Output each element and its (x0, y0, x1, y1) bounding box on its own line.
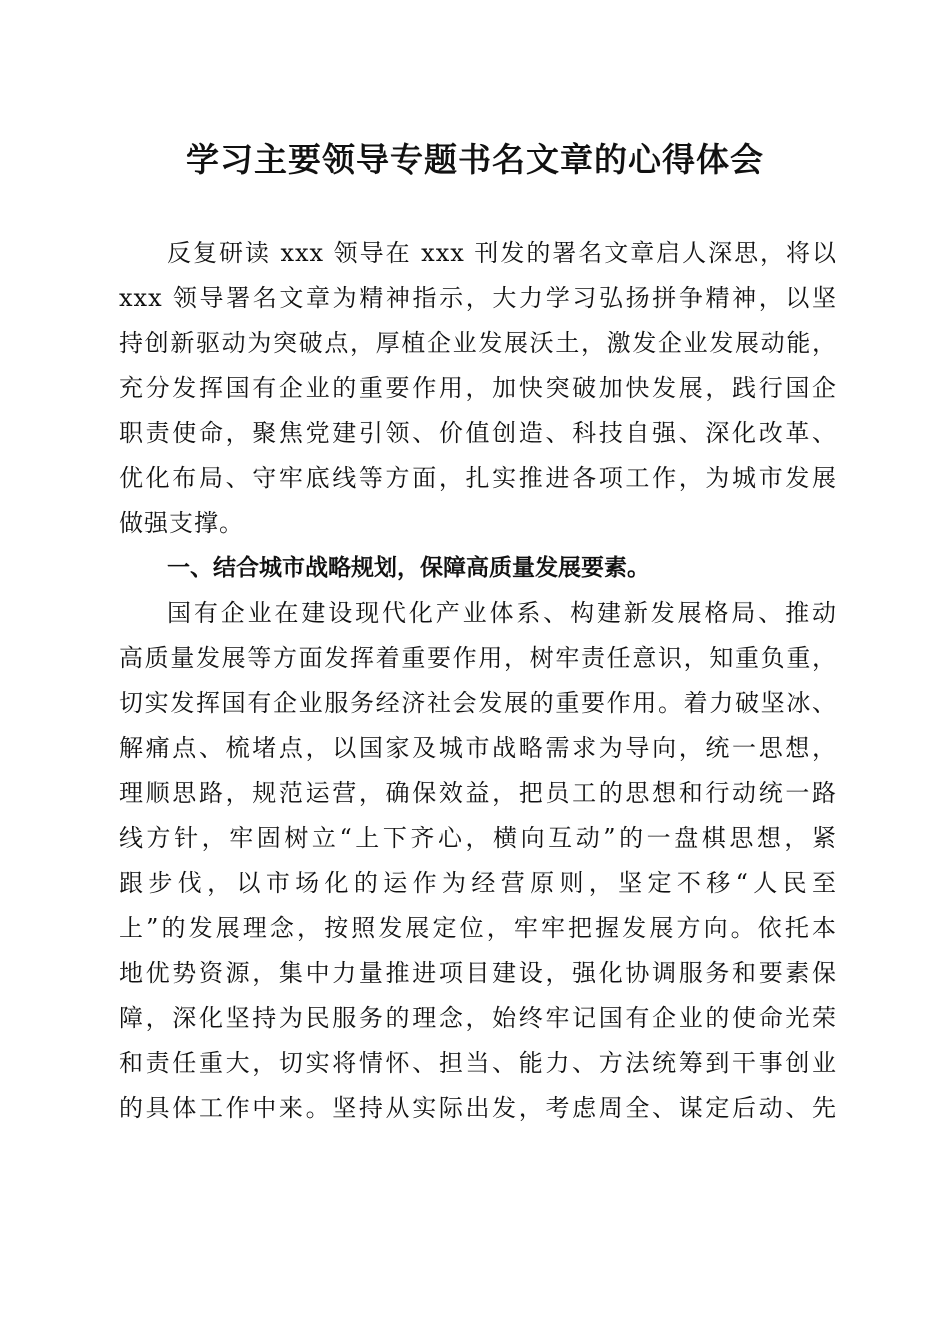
paragraph-line: 充分发挥国有企业的重要作用，加快突破加快发展，践行国企 (119, 374, 837, 402)
paragraph-line: 切实发挥国有企业服务经济社会发展的重要作用。着力破坚冰、 (119, 689, 837, 717)
paragraph-line: 线方针，牢固树立“上下齐心，横向互动”的一盘棋思想，紧 (119, 824, 837, 852)
paragraph-line: 反复研读 xxx 领导在 xxx 刊发的署名文章启人深思，将以 (167, 239, 837, 267)
paragraph-line: 高质量发展等方面发挥着重要作用，树牢责任意识，知重负重， (119, 644, 837, 672)
paragraph-line: 理顺思路，规范运营，确保效益，把员工的思想和行动统一路 (119, 779, 837, 807)
paragraph-line: xxx 领导署名文章为精神指示，大力学习弘扬拼争精神，以坚 (119, 284, 837, 312)
paragraph-line: 做强支撑。 (119, 509, 244, 537)
paragraph-line: 的具体工作中来。坚持从实际出发，考虑周全、谋定后动、先 (119, 1094, 837, 1122)
paragraph-intro (119, 231, 837, 546)
paragraph-line: 优化布局、守牢底线等方面，扎实推进各项工作，为城市发展 (119, 464, 837, 492)
paragraph-line: 障，深化坚持为民服务的理念，始终牢记国有企业的使命光荣 (119, 1004, 837, 1032)
paragraph-line: 国有企业在建设现代化产业体系、构建新发展格局、推动 (167, 599, 837, 627)
paragraph-line: 职责使命，聚焦党建引领、价值创造、科技自强、深化改革、 (119, 419, 837, 447)
section-heading-1: 一、结合城市战略规划，保障高质量发展要素。 (167, 555, 650, 581)
paragraph-line: 上”的发展理念，按照发展定位，牢牢把握发展方向。依托本 (119, 914, 837, 942)
paragraph-line: 地优势资源，集中力量推进项目建设，强化协调服务和要素保 (119, 959, 837, 987)
paragraph-line: 和责任重大，切实将情怀、担当、能力、方法统筹到干事创业 (119, 1049, 837, 1077)
paragraph-line: 跟步伐，以市场化的运作为经营原则，坚定不移“人民至 (119, 869, 837, 897)
paragraph-line: 解痛点、梳堵点，以国家及城市战略需求为导向，统一思想， (119, 734, 837, 762)
document-title: 学习主要领导专题书名文章的心得体会 (186, 140, 764, 179)
paragraph-section-1 (119, 591, 837, 1131)
paragraph-line: 持创新驱动为突破点，厚植企业发展沃土，激发企业发展动能， (119, 329, 837, 357)
